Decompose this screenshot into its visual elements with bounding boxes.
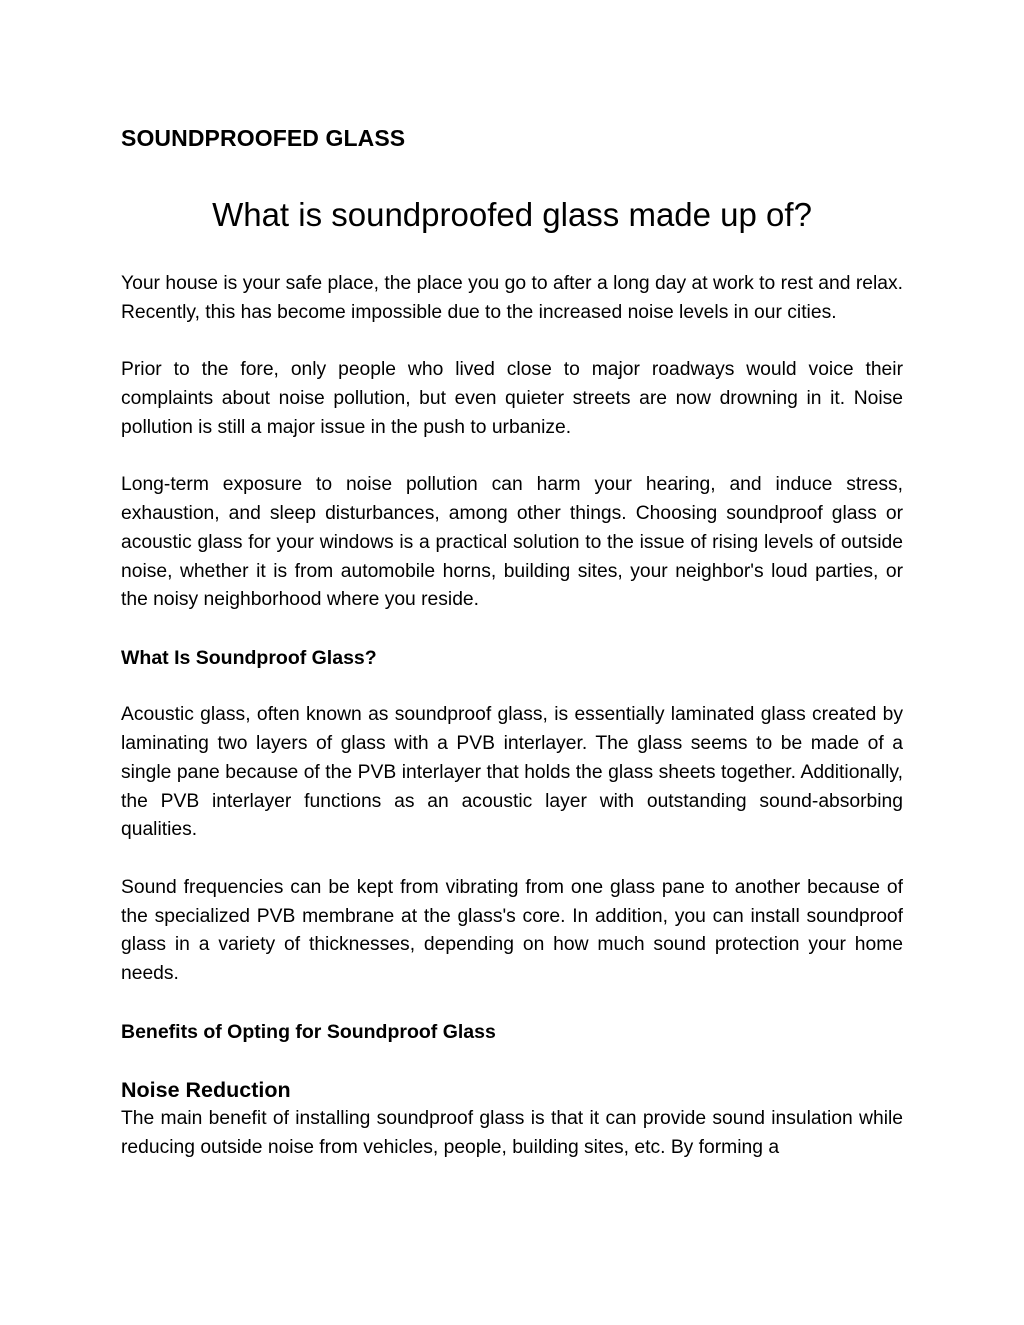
intro-paragraph-3: Long-term exposure to noise pollution can harm your hearing, and induce stress, exhaustion, and sleep disturbances, among other things. Choosing soundproof glass or acoustic glass for your windows is a practical solution to the issue of rising levels of outside noise, whether it is from automobile horns, building sites, your neighbor's loud parties, or the noisy neighborhood where you reside. <box>121 474 903 611</box>
page-title: SOUNDPROOFED GLASS <box>121 125 406 151</box>
page-subtitle: What is soundproofed glass made up of? <box>212 196 812 233</box>
section-paragraph-frequencies: Sound frequencies can be kept from vibrating from one glass pane to another because of the specialized PVB membrane at the glass's core. In addition, you can install soundproof glass in a variety of thicknesses, depending on how much sound protection your home needs. <box>121 876 903 985</box>
section-heading-what-is: What Is Soundproof Glass? <box>121 646 377 669</box>
section-heading-noise-reduction: Noise Reduction <box>121 1078 291 1103</box>
section-paragraph-noise-reduction: The main benefit of installing soundproof glass is that it can provide sound insulation while reducing outside noise from vehicles, people, building sites, etc. By forming a <box>121 1108 903 1159</box>
section-paragraph-acoustic: Acoustic glass, often known as soundproof glass, is essentially laminated glass created by laminating two layers of glass with a PVB interlayer. The glass seems to be made of a single pane because of the PVB interlayer that holds the glass sheets together. Additionally, the PVB interlayer functions as an acoustic layer with outstanding sound-absorbing qualities. <box>121 704 903 841</box>
intro-paragraph-2: Prior to the fore, only people who lived close to major roadways would voice their complaints about noise pollution, but even quieter streets are now drowning in it. Noise pollution is still a major issue in the push to urbanize. <box>121 359 903 438</box>
intro-paragraph-1: Your house is your safe place, the place you go to after a long day at work to rest and relax. Recently, this has become impossible due to the increased noise levels in our cities. <box>121 273 903 323</box>
section-heading-benefits: Benefits of Opting for Soundproof Glass <box>121 1020 496 1043</box>
document-content <box>121 118 903 1163</box>
